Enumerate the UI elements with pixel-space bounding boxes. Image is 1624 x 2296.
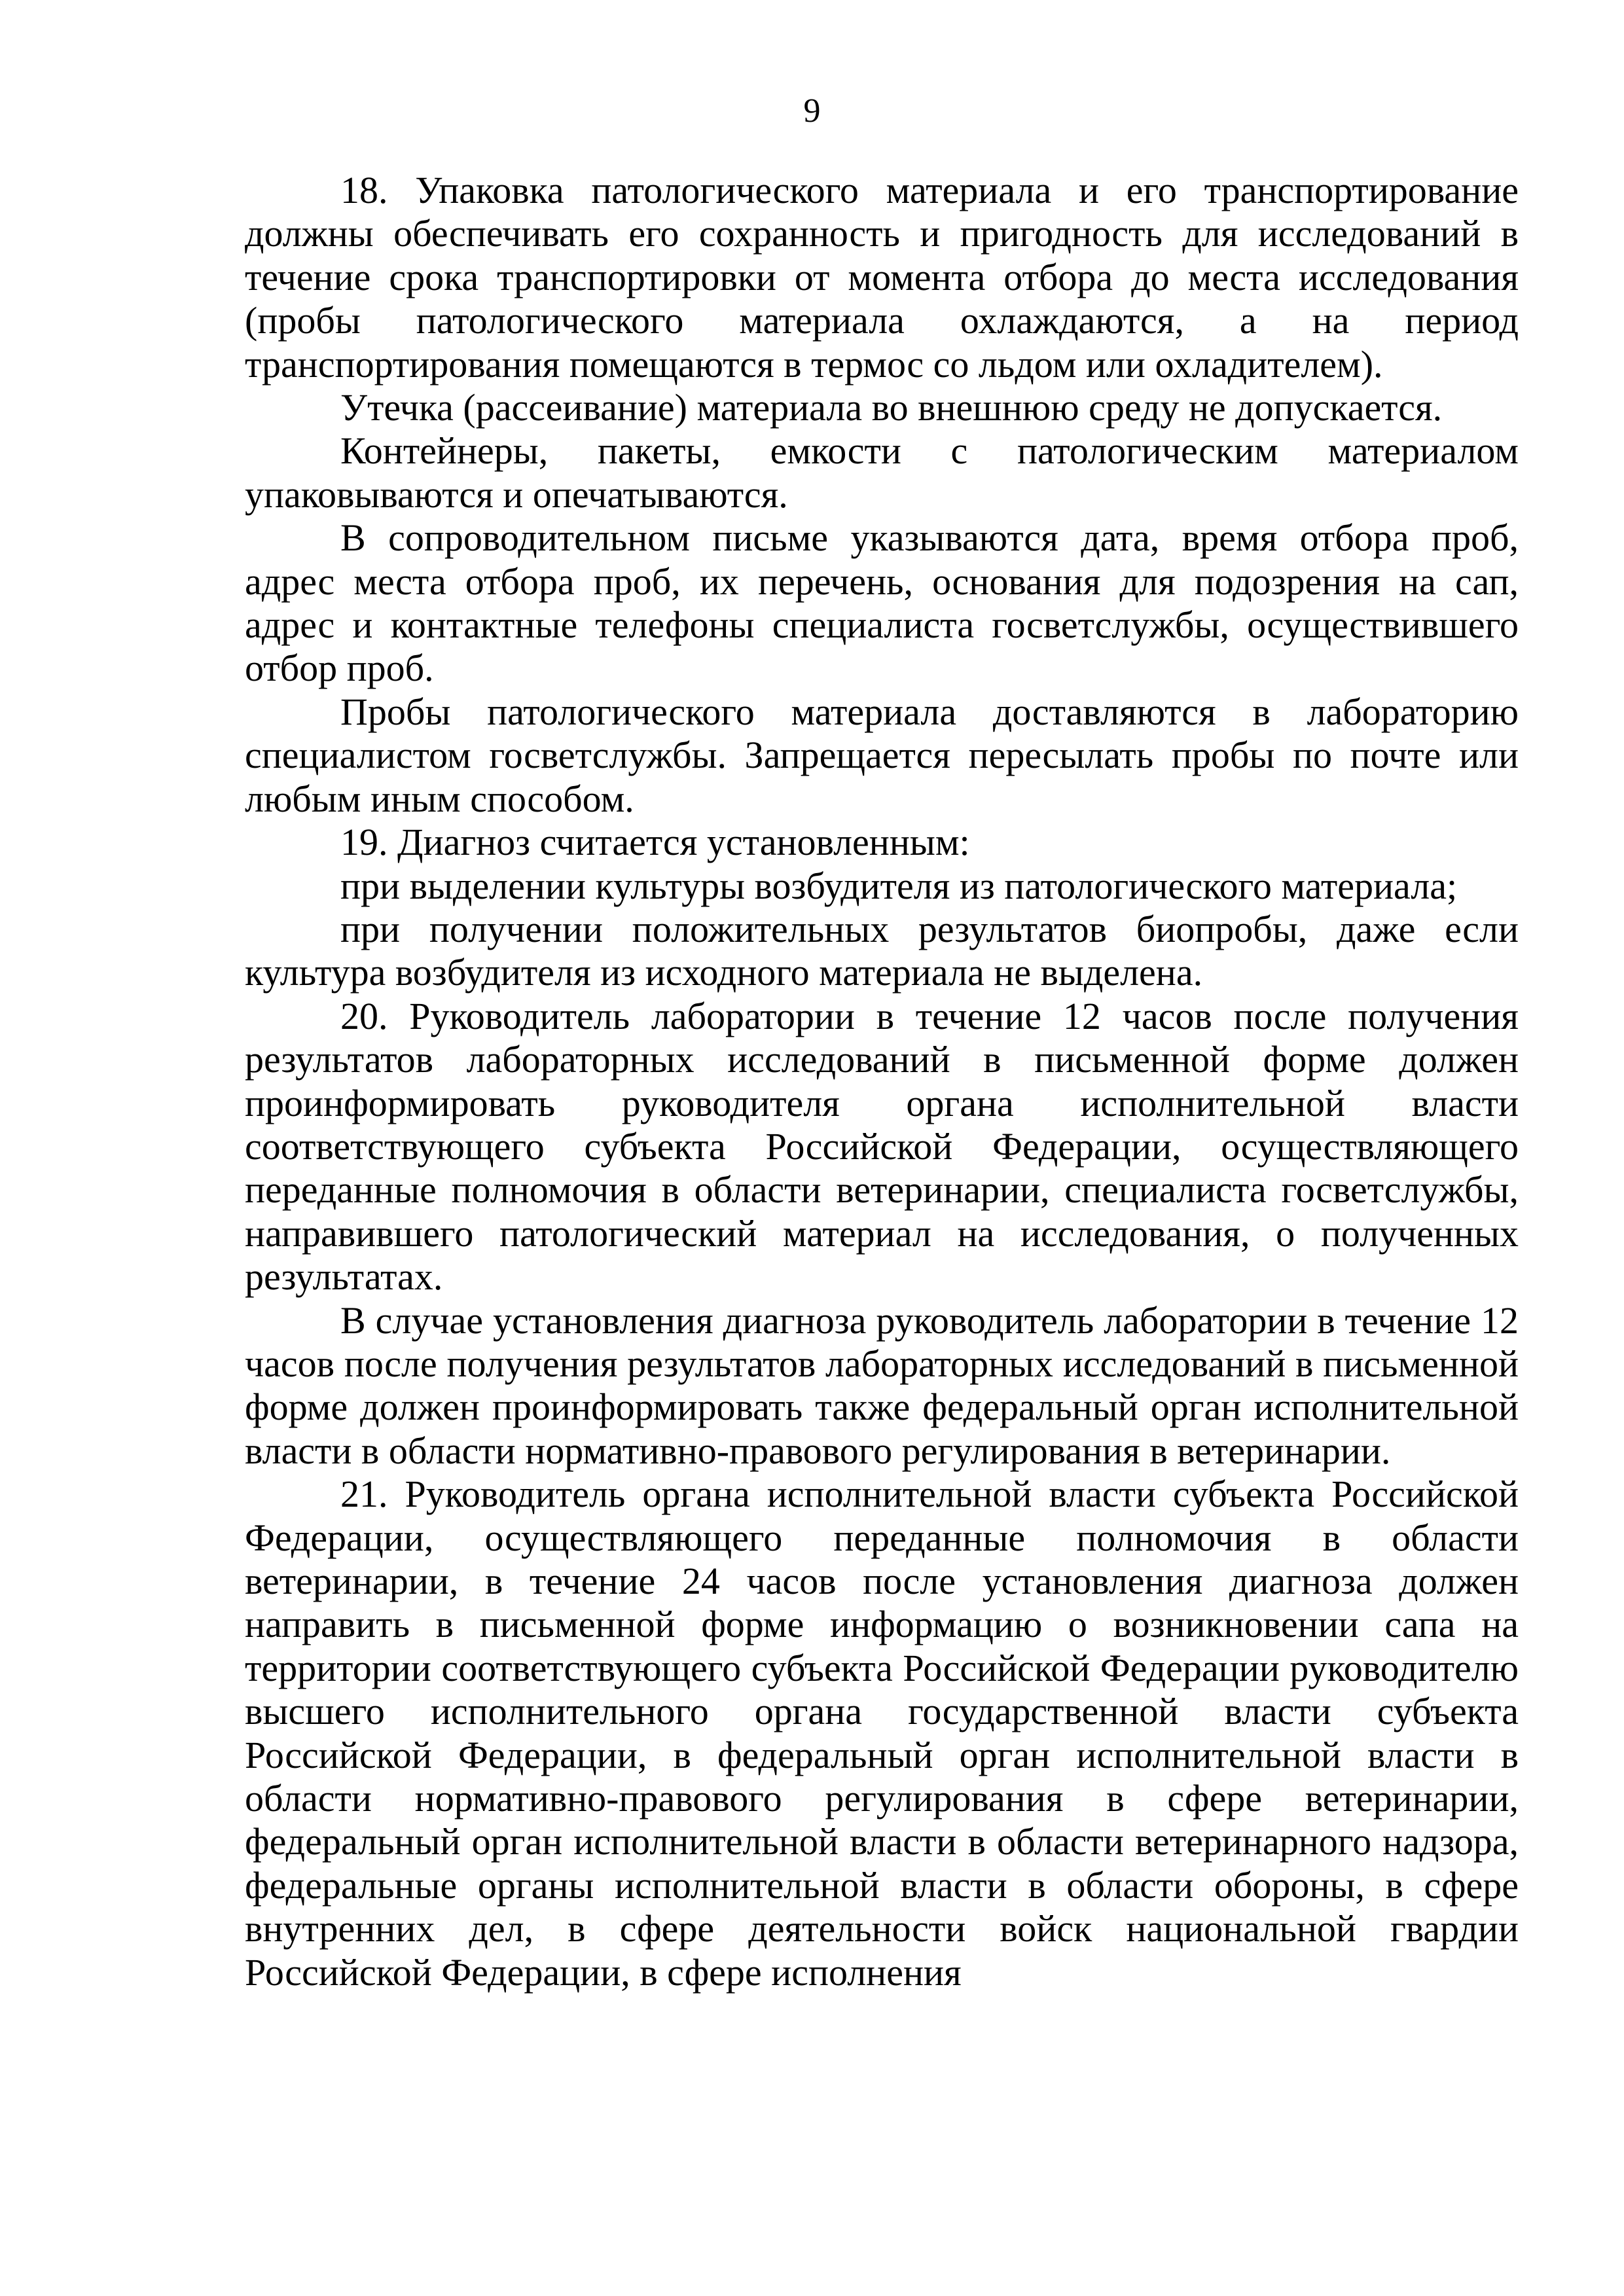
paragraph-cover-letter: В сопроводительном письме указываются дата, время отбора проб, адрес места отбора проб, их перечень, основания для подозрения на сап, адрес и контактные телефоны специалиста госветслужбы, осуществившего отбор проб. <box>245 516 1519 690</box>
paragraph-20-lab-head: 20. Руководитель лаборатории в течение 12 часов после получения результатов лабораторных исследований в письменной форме должен проинформировать руководителя органа исполнительной власти соответствующего субъекта Российской Федерации, осуществляющего переданные полномочия в области ветеринарии, специалиста госветслужбы, направившего патологический материал на исследования, о полученных результатах. <box>245 994 1519 1299</box>
paragraph-leakage: Утечка (рассеивание) материала во внешнюю среду не допускается. <box>340 386 1443 429</box>
paragraph-bioassay: при получении положительных результатов биопробы, даже если культура возбудителя из исходного материала не выделена. <box>245 907 1519 994</box>
paragraph-18-packaging: 18. Упаковка патологического материала и его транспортирование должны обеспечивать его сохранность и пригодность для исследований в течение срока транспортировки от момента отбора до места исследования (пробы патологического материала охлаждаются, а на период транспортирования помещаются в термос со льдом или охладителем). <box>245 169 1519 386</box>
paragraph-21-executive-head: 21. Руководитель органа исполнительной власти субъекта Российской Федерации, осуществляющего переданные полномочия в области ветеринарии, в течение 24 часов после установления диагноза должен направить в письменной форме информацию о возникновении сапа на территории соответствующего субъекта Российской Федерации руководителю высшего исполнительного органа государственной власти субъекта Российской Федерации, в федеральный орган исполнительной власти в области нормативно-правового регулирования в сфере ветеринарии, федеральный орган исполнительной власти в области ветеринарного надзора, федеральные органы исполнительной власти в области обороны, в сфере внутренних дел, в сфере деятельности войск национальной гвардии Российской Федерации, в сфере исполнения <box>245 1473 1519 1994</box>
page-number: 9 <box>803 92 821 130</box>
body-text <box>245 169 1519 1994</box>
paragraph-19-diagnosis: 19. Диагноз считается установленным: <box>340 821 970 864</box>
paragraph-delivery: Пробы патологического материала доставляются в лабораторию специалистом госветслужбы. Запрещается пересылать пробы по почте или любым иным способом. <box>245 690 1519 820</box>
paragraph-containers: Контейнеры, пакеты, емкости с патологическим материалом упаковываются и опечатываются. <box>245 429 1519 516</box>
paragraph-diagnosis-notification: В случае установления диагноза руководитель лаборатории в течение 12 часов после получения результатов лабораторных исследований в письменной форме должен проинформировать также федеральный орган исполнительной власти в области нормативно-правового регулирования в ветеринарии. <box>245 1299 1519 1472</box>
paragraph-culture-isolation: при выделении культуры возбудителя из патологического материала; <box>340 864 1458 907</box>
